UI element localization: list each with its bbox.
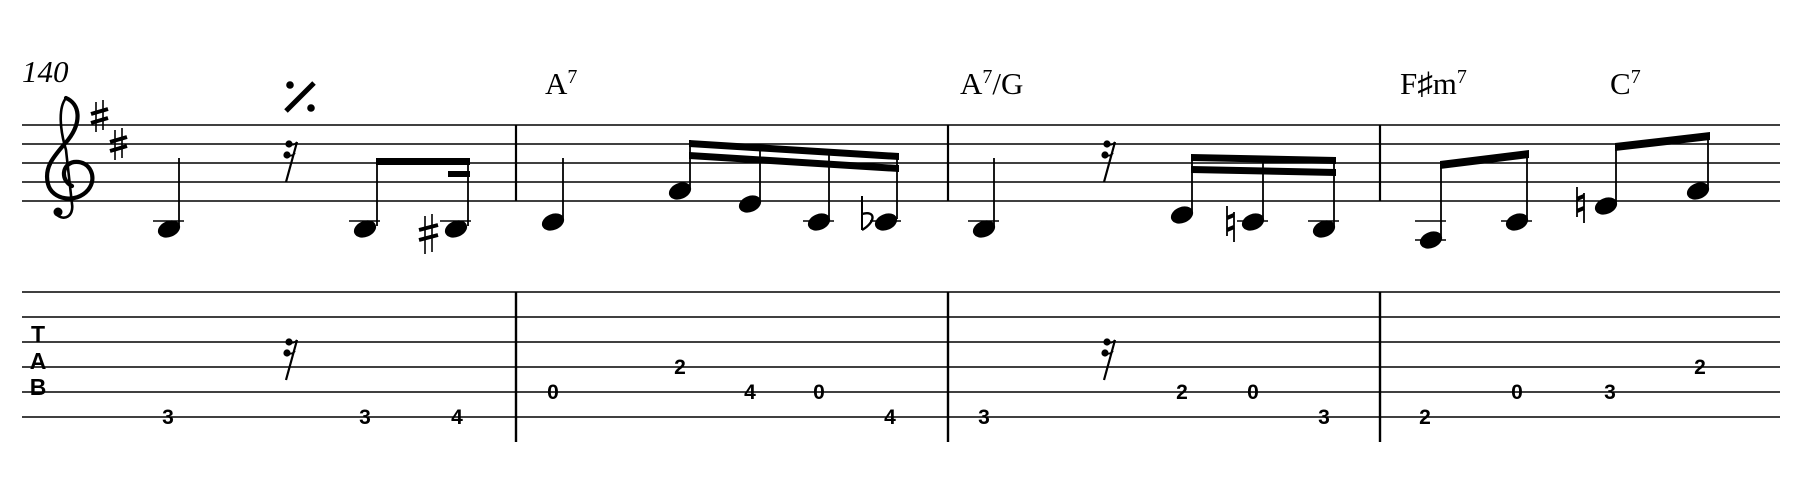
svg-text:A: A <box>29 348 47 374</box>
tab-number: 4 <box>451 406 463 429</box>
chord-symbol-1: $A^7$ <box>545 66 578 101</box>
natural-icon <box>1577 187 1584 223</box>
beam <box>689 140 899 172</box>
sharp-icon <box>419 214 438 254</box>
note <box>667 140 693 202</box>
tab-number: 2 <box>1419 406 1431 429</box>
sharp-icon <box>91 100 108 132</box>
note <box>349 158 380 240</box>
tab-number: 4 <box>744 381 756 404</box>
tab-number: 0 <box>547 381 559 404</box>
tab-number: 2 <box>674 356 686 379</box>
note <box>440 158 471 240</box>
tab-clef <box>30 321 47 400</box>
sixteenth-rest-icon <box>283 338 297 380</box>
tab-number: 3 <box>1318 406 1330 429</box>
note <box>1501 153 1532 233</box>
tempo-mark: 140 <box>22 54 69 89</box>
treble-clef-icon <box>47 98 92 218</box>
tab-number: 3 <box>1604 381 1616 404</box>
chord-symbol-2: $A^7/G$ <box>960 66 1024 101</box>
beam <box>1440 150 1529 169</box>
tab-number: 0 <box>813 381 825 404</box>
notation-staff <box>22 125 1780 201</box>
natural-icon <box>1227 206 1234 242</box>
svg-text:T: T <box>30 321 46 347</box>
note <box>968 158 999 240</box>
note <box>540 158 566 233</box>
tab-number: 4 <box>884 406 896 429</box>
measure-repeat-icon <box>286 81 315 112</box>
tab-number: 3 <box>162 406 174 429</box>
sixteenth-rest-icon <box>1101 338 1115 380</box>
note <box>1593 143 1619 217</box>
chord-symbol-4: $C^7$ <box>1610 66 1641 101</box>
tab-number: 2 <box>1694 356 1706 379</box>
chord-symbol-3: $F♯m^7$ <box>1400 66 1467 101</box>
svg-text:B: B <box>29 374 47 400</box>
tab-number: 3 <box>359 406 371 429</box>
note <box>153 158 184 240</box>
beam <box>376 158 470 177</box>
sixteenth-rest-icon <box>1101 140 1115 182</box>
note <box>1415 165 1446 251</box>
beam <box>1615 132 1710 151</box>
key-signature-two-sharps <box>91 100 127 160</box>
notes <box>153 132 1711 254</box>
tab-number: 2 <box>1176 381 1188 404</box>
tab-number: 3 <box>978 406 990 429</box>
sixteenth-rest-icon <box>283 140 297 182</box>
tab-number: 0 <box>1247 381 1259 404</box>
tab-number: 0 <box>1511 381 1523 404</box>
